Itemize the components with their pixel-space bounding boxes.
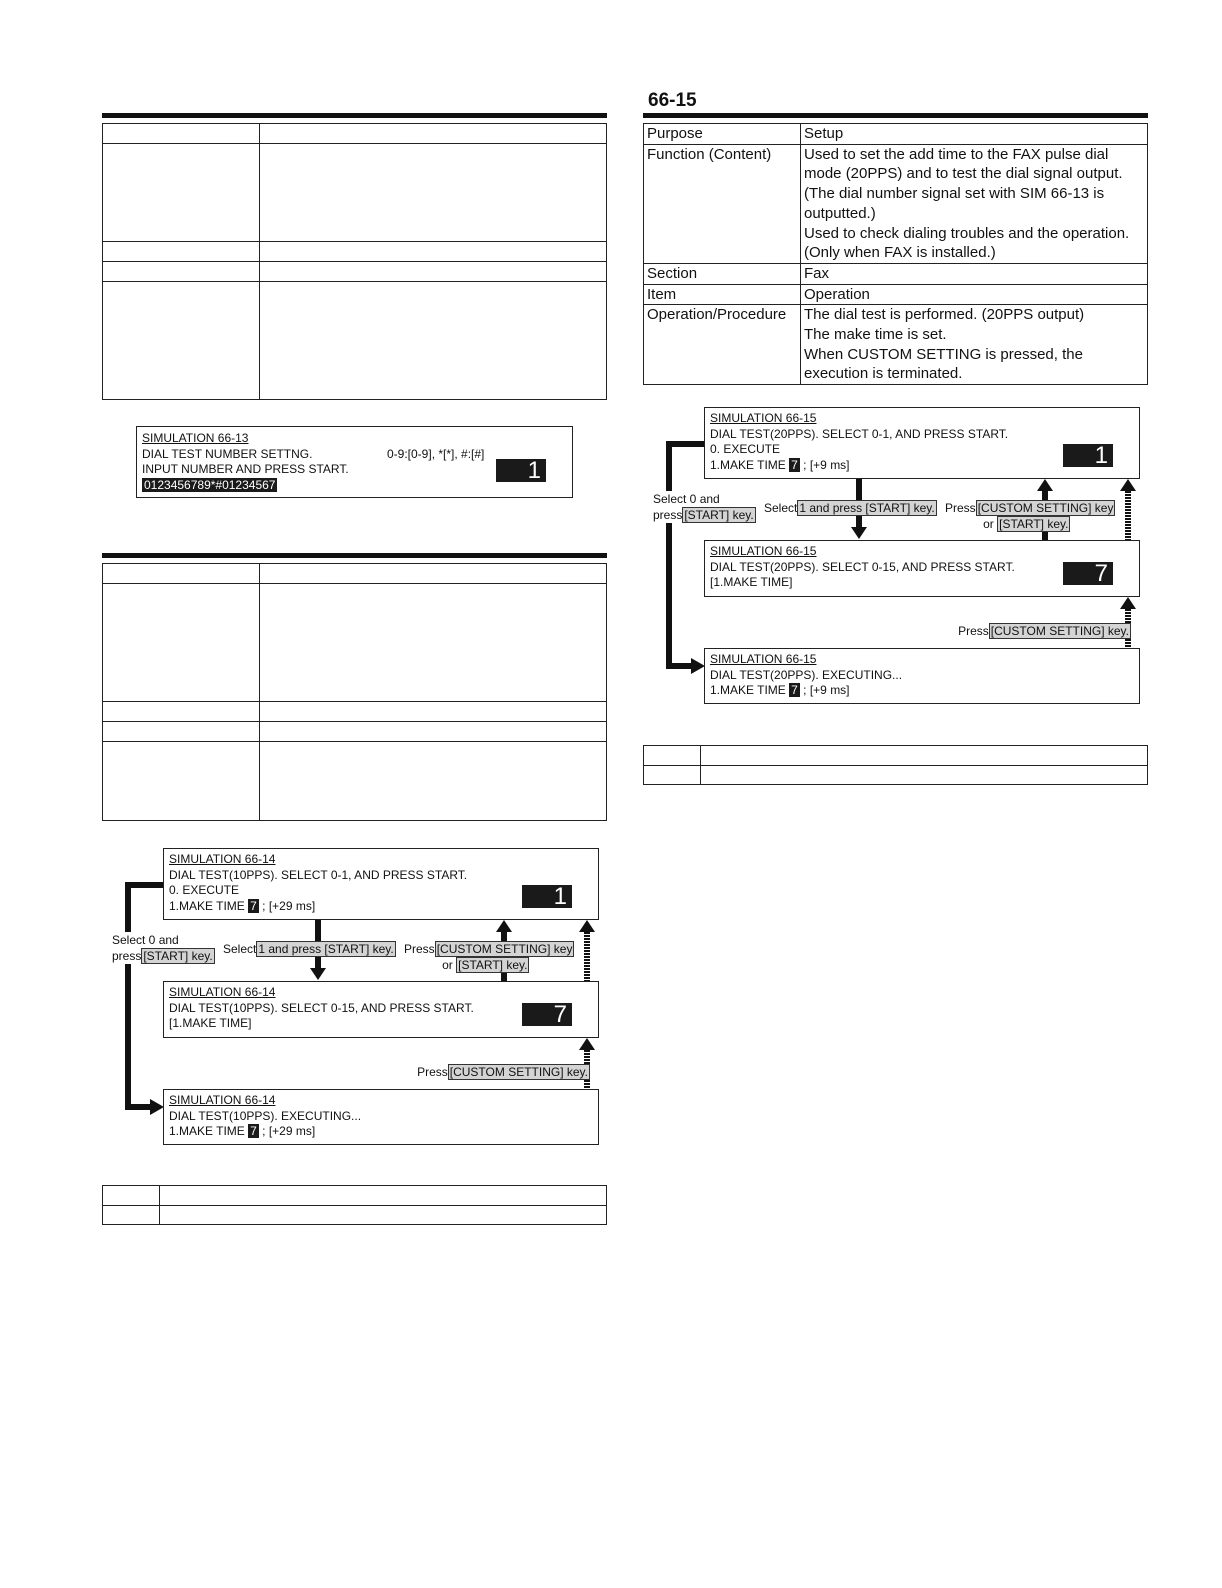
start-key: [START] key. — [143, 949, 213, 963]
press-custom-label-2 — [417, 1064, 590, 1080]
screen-line: 1.MAKE TIME — [169, 898, 245, 913]
arrow-up-icon — [1120, 597, 1136, 609]
screen-line: 1.MAKE TIME — [710, 457, 786, 472]
sim-screen-executing — [163, 1089, 599, 1145]
value-line: (Only when FAX is installed.) — [804, 244, 996, 262]
screen-line: DIAL TEST(10PPS). SELECT 0-1, AND PRESS START. — [169, 867, 468, 882]
screen-title: SIMULATION 66-13 — [142, 431, 249, 445]
flow-line — [666, 441, 706, 447]
screen-line: [1.MAKE TIME] — [710, 575, 793, 589]
select-1-start-key: 1 and press [START] key. — [799, 501, 935, 515]
arrow-down-icon — [310, 968, 326, 980]
start-key: [START] key. — [684, 508, 754, 522]
sim-screen-make-time — [704, 540, 1140, 597]
label-text: or — [983, 517, 994, 531]
sim-screen-menu — [163, 848, 599, 920]
arrow-up-icon — [496, 920, 512, 932]
page-title: 66-15 — [648, 90, 697, 111]
label-text: Press — [417, 1065, 448, 1079]
flow-line — [125, 882, 165, 888]
value-line: Operation — [804, 285, 870, 303]
start-key: [START] key. — [458, 958, 528, 972]
dashed-flow-line — [1125, 491, 1131, 541]
make-time-value: 7 — [791, 683, 798, 697]
screen-line: 1.MAKE TIME — [169, 1124, 245, 1138]
value-line: Setup — [804, 125, 844, 142]
custom-setting-key: [CUSTOM SETTING] key — [436, 942, 573, 956]
screen-line: 1.MAKE TIME — [710, 683, 786, 697]
lcd-display: 1 — [496, 459, 546, 482]
value-line: Used to set the add time to the FAX pulse dial mode (20PPS) and to test the dial signal output. — [804, 145, 1123, 183]
row-label: Item — [644, 284, 801, 305]
input-number-field: 0123456789*#01234567 — [144, 477, 276, 492]
screen-line: DIAL TEST(20PPS). EXECUTING... — [710, 667, 903, 682]
select-1-start-key: 1 and press [START] key. — [258, 942, 394, 956]
section-rule — [102, 113, 607, 118]
row-value — [801, 284, 1148, 305]
arrow-right-icon — [150, 1099, 164, 1115]
make-time-value: 7 — [250, 1124, 257, 1138]
lcd-display: 7 — [522, 1003, 572, 1026]
screen-title: SIMULATION 66-14 — [169, 985, 276, 999]
table-row — [644, 284, 1148, 305]
screen-title: SIMULATION 66-14 — [169, 852, 276, 866]
row-label: Section — [644, 263, 801, 284]
label-text: Select 0 and — [112, 933, 179, 947]
make-time-add: ; [+9 ms] — [803, 457, 850, 472]
lcd-display: 1 — [522, 885, 572, 908]
lcd-display: 1 — [1063, 444, 1113, 467]
row-label: Operation/Procedure — [644, 305, 801, 385]
table-row — [644, 124, 1148, 145]
sim-screen-make-time — [163, 981, 599, 1038]
label-text: press — [653, 508, 683, 522]
make-time-value: 7 — [791, 457, 798, 472]
press-custom-label — [945, 500, 1115, 532]
screen-line: 0. EXECUTE — [169, 883, 240, 897]
press-custom-label-2 — [958, 623, 1131, 639]
screen-line: 0. EXECUTE — [710, 442, 781, 456]
sim-6614-flow-diagram — [100, 840, 610, 1150]
empty-small-table-right — [643, 745, 1148, 785]
label-text: Select — [223, 942, 257, 956]
empty-table-6614-detail — [102, 563, 607, 821]
sim-screen-executing — [704, 648, 1140, 704]
screen-line: DIAL TEST NUMBER SETTNG. — [142, 446, 313, 461]
make-time-add: ; [+29 ms] — [262, 898, 316, 913]
screen-title: SIMULATION 66-15 — [710, 652, 817, 666]
section-rule — [643, 113, 1148, 118]
value-line: (The dial number signal set with SIM 66-13 is outputted.) — [804, 185, 1105, 222]
screen-line: DIAL TEST(20PPS). SELECT 0-15, AND PRESS START. — [710, 559, 1015, 574]
label-text: Select 0 and — [653, 492, 720, 506]
row-value — [801, 124, 1148, 145]
flow-line — [125, 882, 131, 1110]
screen-line: [1.MAKE TIME] — [169, 1016, 252, 1030]
value-line: The make time is set. — [804, 326, 947, 344]
row-value — [801, 263, 1148, 284]
arrow-right-icon — [691, 658, 705, 674]
screen-line: DIAL TEST(10PPS). SELECT 0-15, AND PRESS START. — [169, 1000, 474, 1015]
row-value — [801, 305, 1148, 385]
arrow-up-icon — [1120, 479, 1136, 491]
label-text: Press — [958, 624, 989, 638]
screen-title: SIMULATION 66-15 — [710, 411, 817, 425]
screen-line: DIAL TEST(10PPS). EXECUTING... — [169, 1108, 362, 1123]
section-rule — [102, 553, 607, 558]
table-row — [644, 263, 1148, 284]
arrow-up-icon — [579, 1038, 595, 1050]
lcd-display: 7 — [1063, 562, 1113, 585]
value-line: Fax — [804, 264, 830, 282]
select-0-label — [112, 932, 215, 964]
value-line: The dial test is performed. (20PPS output) — [804, 306, 1085, 324]
make-time-value: 7 — [250, 898, 257, 913]
screen-line: DIAL TEST(20PPS). SELECT 0-1, AND PRESS START. — [710, 426, 1009, 441]
custom-setting-key: [CUSTOM SETTING] key — [977, 501, 1114, 515]
empty-small-table-left — [102, 1185, 607, 1225]
custom-setting-key: [CUSTOM SETTING] key. — [449, 1065, 588, 1079]
select-1-label — [223, 941, 396, 957]
label-text: Select — [764, 501, 798, 515]
row-label: Purpose — [644, 124, 801, 145]
sim-6615-flow-diagram — [641, 399, 1151, 709]
row-value — [801, 144, 1148, 263]
dashed-flow-line — [584, 932, 590, 982]
custom-setting-key: [CUSTOM SETTING] key. — [990, 624, 1129, 638]
range-text: 0-9:[0-9], *[*], #:[#] — [387, 447, 485, 461]
sim-screen-menu — [704, 407, 1140, 479]
label-text: Press — [945, 501, 976, 515]
arrow-up-icon — [1037, 479, 1053, 491]
label-text: Press — [404, 942, 435, 956]
screen-title: SIMULATION 66-15 — [710, 544, 817, 558]
press-custom-label — [404, 941, 574, 973]
label-text: or — [442, 958, 453, 972]
make-time-add: ; [+9 ms] — [803, 683, 850, 697]
select-1-label — [764, 500, 937, 516]
flow-line — [666, 441, 672, 669]
arrow-up-icon — [579, 920, 595, 932]
start-key: [START] key. — [999, 517, 1069, 531]
make-time-add: ; [+29 ms] — [262, 1124, 316, 1138]
screen-line: INPUT NUMBER AND PRESS START. — [142, 462, 349, 476]
arrow-down-icon — [851, 527, 867, 539]
label-text: press — [112, 949, 142, 963]
table-row — [644, 305, 1148, 385]
row-label: Function (Content) — [644, 144, 801, 263]
value-line: Used to check dialing troubles and the operation. — [804, 224, 1130, 242]
value-line: When CUSTOM SETTING is pressed, the execution is terminated. — [804, 345, 1083, 383]
select-0-label — [653, 491, 756, 523]
sim-6613-screen — [136, 426, 573, 498]
sim-6615-spec-table — [643, 123, 1148, 385]
screen-title: SIMULATION 66-14 — [169, 1093, 276, 1107]
table-row — [644, 144, 1148, 263]
empty-table-6614-spec — [102, 123, 607, 400]
